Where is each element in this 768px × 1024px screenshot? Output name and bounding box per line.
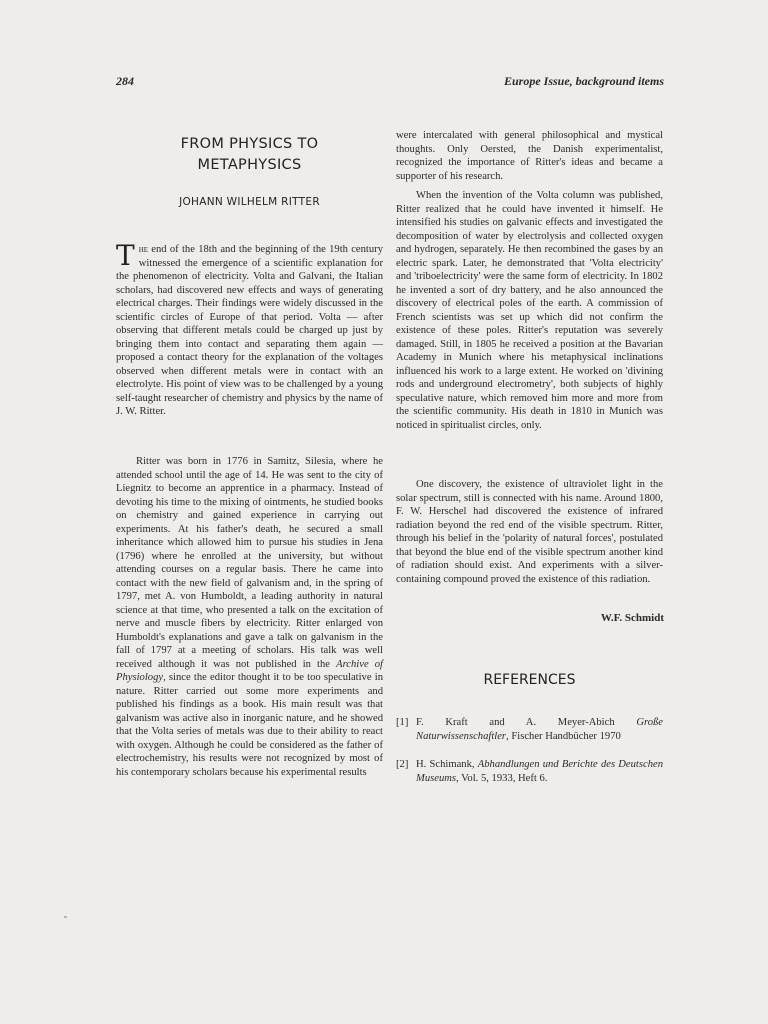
ultraviolet-text: One discovery, the existence of ultraviolet light in the solar spectrum, still is connected with his name. Around 1800, F. W. Herschel had discovered the existence of infrared radiation beyond the red end of the visible spectrum. Ritter, through his belief in the 'polarity of natural forces', postulated that beyond the blue end of the visible spectrum another kind of radiation should exist. And experiments with a silver-containing compound proved the existence of this radiation. (396, 479, 663, 585)
continuation-text: were intercalated with general philosophical and mystical thoughts. Only Oersted, the Danish experimentalist, recognized the importance of Ritter's ideas and became a supporter of his research. (396, 130, 663, 182)
paragraph-volta-column (396, 189, 663, 432)
references-heading: REFERENCES (483, 672, 576, 688)
reference-publisher: , Vol. 5, 1933, Heft 6. (456, 773, 548, 784)
reference-item (396, 758, 663, 786)
paragraph-ultraviolet (396, 478, 663, 586)
biography-journal-title: Archive of Physiology (116, 658, 383, 683)
running-header (116, 74, 664, 92)
reference-authors: F. Kraft and A. Meyer-Abich (416, 717, 637, 728)
article-author: JOHANN WILHELM RITTER (179, 196, 320, 208)
reference-number: [2] (396, 759, 409, 770)
references-list (396, 716, 663, 800)
article-title-line-1: FROM PHYSICS TO (180, 136, 319, 152)
drop-cap: T (116, 239, 135, 272)
reference-work-title: Abhandlungen und Berichte des Deutschen Museums (416, 759, 663, 784)
paragraph-continuation (396, 129, 663, 183)
paragraph-intro (116, 239, 383, 419)
running-title: Europe Issue, background items (503, 74, 664, 88)
paragraph-biography (116, 455, 383, 779)
reference-number: [1] (396, 717, 409, 728)
biography-text-a: Ritter was born in 1776 in Samitz, Silesia, where he attended school until the age of 14. He was sent to the city of Liegnitz to become an apprentice in a pharmacy. Instead of devoting his time to the mixing of ointments, he studied books on chemistry and gained experience in carrying out experiments. At his father's death, he secured a small inheritance which allowed him to pursue his studies in Jena (1796) where he enrolled at the university, but without attending courses on a regular basis. There he came into contact with the new field of galvanism and, in the spring of 1797, met A. von Humboldt, a leading authority in natural science at that time, who presented a talk on the excitation of nerve and muscle fibers by electricity. Ritter enlarged von Humboldt's explanations and gave a talk on galvanism in the fall of 1797 at a meeting of scholars. His talk was well received although it was not published in the (116, 456, 383, 670)
author-signature: W.F. Schmidt (600, 612, 664, 624)
article-title (116, 134, 383, 176)
intro-smallcaps: he (138, 244, 149, 255)
scan-speck (64, 916, 67, 918)
page-number: 284 (116, 74, 134, 88)
intro-text: end of the 18th and the beginning of the 19th century witnessed the emergence of a scientific explanation for the phenomenon of electricity. Volta and Galvani, the Italian scholars, had discovered new effects and ways of generating electrical charges. Their findings were widely discussed in the scientific circles of Europe of that period. Volta — after observing that different metals could be charged up just by bringing them into contact and separating them again — proposed a contact theory for the explanation of the voltages observed when different metals were in contact with an electrolyte. His point of view was to be challenged by a young self-taught researcher of chemistry and physics by the name of J. W. Ritter. (116, 244, 383, 417)
biography-text-b: , since the editor thought it to be too speculative in nature. Ritter carried out some more experiments and published his findings as a book. His main result was that galvanism was active also in inorganic nature, and he showed that the Volta series of metals was due to their ability to react with oxygen. Although he could be considered as the father of electrochemistry, his results were not recognized by most of his contemporary scholars because his experimental results (116, 672, 383, 778)
reference-work-title: Große Naturwissenschaftler (416, 717, 663, 742)
reference-item (396, 716, 663, 744)
reference-publisher: , Fischer Handbücher 1970 (506, 731, 621, 742)
volta-column-text: When the invention of the Volta column was published, Ritter realized that he could have invented it himself. He intensified his studies on galvanic effects and investigated the decomposition of water by electrolysis and collected oxygen and hydrogen, separately. He then recombined the gases by an electric spark. Later, he demonstrated that 'Volta electricity' and 'triboelectricity' were the same form of electricity. In 1802 he invented a sort of dry battery, and he also announced the discovery of electrical poles of the earth. A commission of French scientists was set up which did not confirm the existence of these poles. Ritter's reputation was severely damaged. Still, in 1805 he received a position at the Bavarian Academy in Munich where his metaphysical inclinations influenced his work to a large extent. He worked on 'divining rods and underground electrometry', both subjects of highly speculative nature, which removed him more and more from the scientific community. His death in 1810 in Munich was noticed in spiritualist circles, only. (396, 190, 663, 431)
reference-authors: H. Schimank, (416, 759, 478, 770)
article-title-line-2: METAPHYSICS (197, 157, 302, 173)
